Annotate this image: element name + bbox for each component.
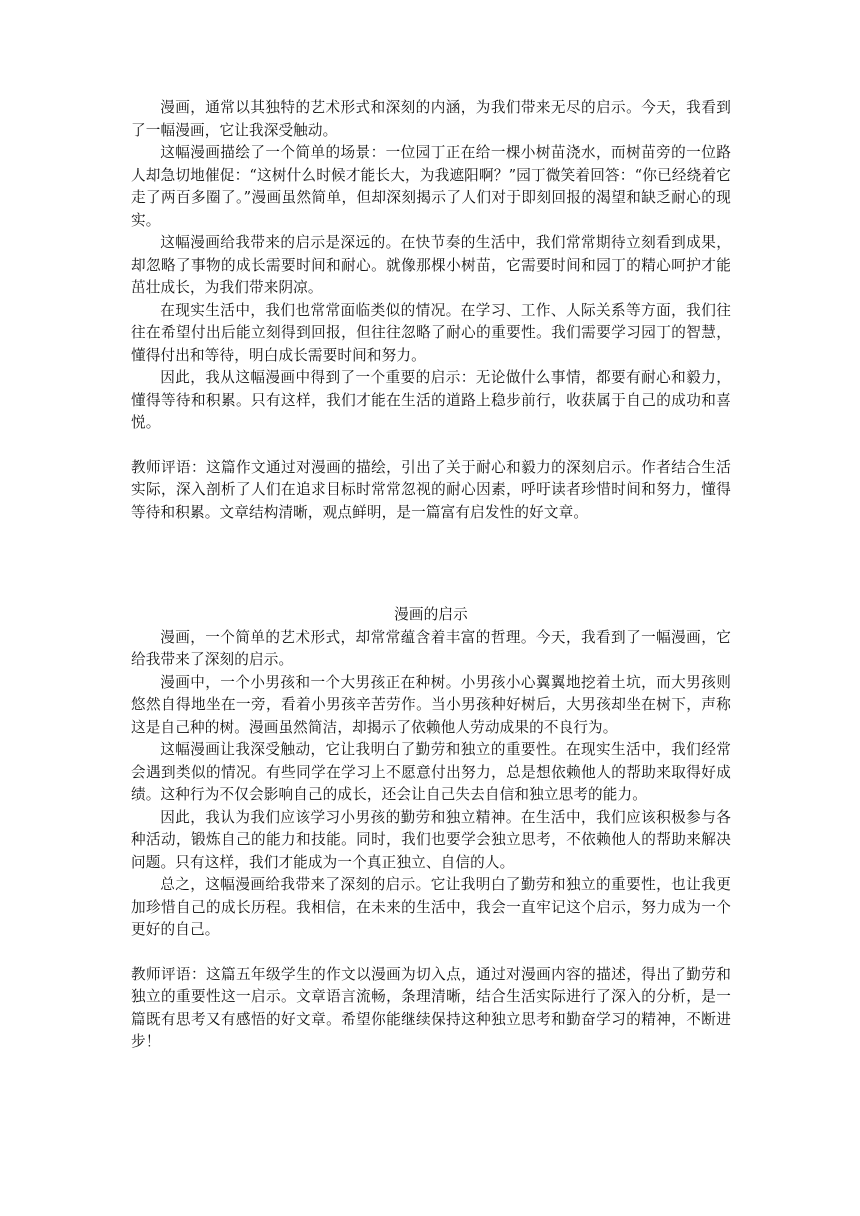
essay-2-paragraph-1: 漫画，一个简单的艺术形式，却常常蕴含着丰富的哲理。今天，我看到了一幅漫画，它给我带来了深刻的启示。: [131, 628, 731, 668]
document-page: [131, 97, 731, 1054]
essay-2-paragraph-4: 因此，我认为我们应该学习小男孩的勤劳和独立精神。在生活中，我们应该积极参与各种活动，锻炼自己的能力和技能。同时，我们也要学会独立思考，不依赖他人的帮助来解决问题。只有这样，我们才能成为一个真正独立、自信的人。: [131, 808, 731, 871]
essay-2-title: 漫画的启示: [394, 606, 468, 623]
essay-2-paragraph-5: 总之，这幅漫画给我带来了深刻的启示。它让我明白了勤劳和独立的重要性，也让我更加珍惜自己的成长历程。我相信，在未来的生活中，我会一直牢记这个启示，努力成为一个更好的自己。: [131, 876, 731, 938]
essay-2: [131, 604, 731, 1054]
essay-1-paragraph-3: 这幅漫画给我带来的启示是深远的。在快节奏的生活中，我们常常期待立刻看到成果，却忽略了事物的成长需要时间和耐心。就像那棵小树苗，它需要时间和园丁的精心呵护才能茁壮成长，为我们带来阴凉。: [131, 234, 731, 296]
section-spacer: [131, 524, 731, 604]
essay-1-teacher-comment: 教师评语：这篇作文通过对漫画的描绘，引出了关于耐心和毅力的深刻启示。作者结合生活实际，深入剖析了人们在追求目标时常常忽视的耐心因素，呼吁读者珍惜时间和努力，懂得等待和积累。文章结构清晰，观点鲜明，是一篇富有启发性的好文章。: [131, 458, 731, 521]
spacer: [131, 435, 731, 457]
essay-1-paragraph-4: 在现实生活中，我们也常常面临类似的情况。在学习、工作、人际关系等方面，我们往往在希望付出后能立刻得到回报，但往往忽略了耐心的重要性。我们需要学习园丁的智慧，懂得付出和等待，明白成长需要时间和努力。: [131, 301, 731, 364]
essay-2-teacher-comment: 教师评语：这篇五年级学生的作文以漫画为切入点，通过对漫画内容的描述，得出了勤劳和独立的重要性这一启示。文章语言流畅，条理清晰，结合生活实际进行了深入的分析，是一篇既有思考又有感悟的好文章。希望你能继续保持这种独立思考和勤奋学习的精神，不断进步！: [131, 965, 731, 1050]
essay-1-paragraph-2: 这幅漫画描绘了一个简单的场景：一位园丁正在给一棵小树苗浇水，而树苗旁的一位路人却急切地催促：“这树什么时候才能长大，为我遮阳啊？”园丁微笑着回答：“你已经绕着它走了两百多圈了。”漫画虽然简单，但却深刻揭示了人们对于即刻回报的渴望和缺乏耐心的现实。: [131, 144, 731, 229]
essay-2-paragraph-2: 漫画中，一个小男孩和一个大男孩正在种树。小男孩小心翼翼地挖着土坑，而大男孩则悠然自得地坐在一旁，看着小男孩辛苦劳作。当小男孩种好树后，大男孩却坐在树下，声称这是自己种的树。漫画虽然简洁，却揭示了依赖他人劳动成果的不良行为。: [131, 673, 731, 736]
essay-1-paragraph-1: 漫画，通常以其独特的艺术形式和深刻的内涵，为我们带来无尽的启示。今天，我看到了一幅漫画，它让我深受触动。: [131, 99, 731, 139]
essay-1: [131, 97, 731, 524]
spacer: [131, 942, 731, 964]
essay-1-paragraph-5: 因此，我从这幅漫画中得到了一个重要的启示：无论做什么事情，都要有耐心和毅力，懂得等待和积累。只有这样，我们才能在生活的道路上稳步前行，收获属于自己的成功和喜悦。: [131, 369, 731, 431]
essay-2-paragraph-3: 这幅漫画让我深受触动，它让我明白了勤劳和独立的重要性。在现实生活中，我们经常会遇到类似的情况。有些同学在学习上不愿意付出努力，总是想依赖他人的帮助来取得好成绩。这种行为不仅会影响自己的成长，还会让自己失去自信和独立思考的能力。: [131, 741, 731, 803]
